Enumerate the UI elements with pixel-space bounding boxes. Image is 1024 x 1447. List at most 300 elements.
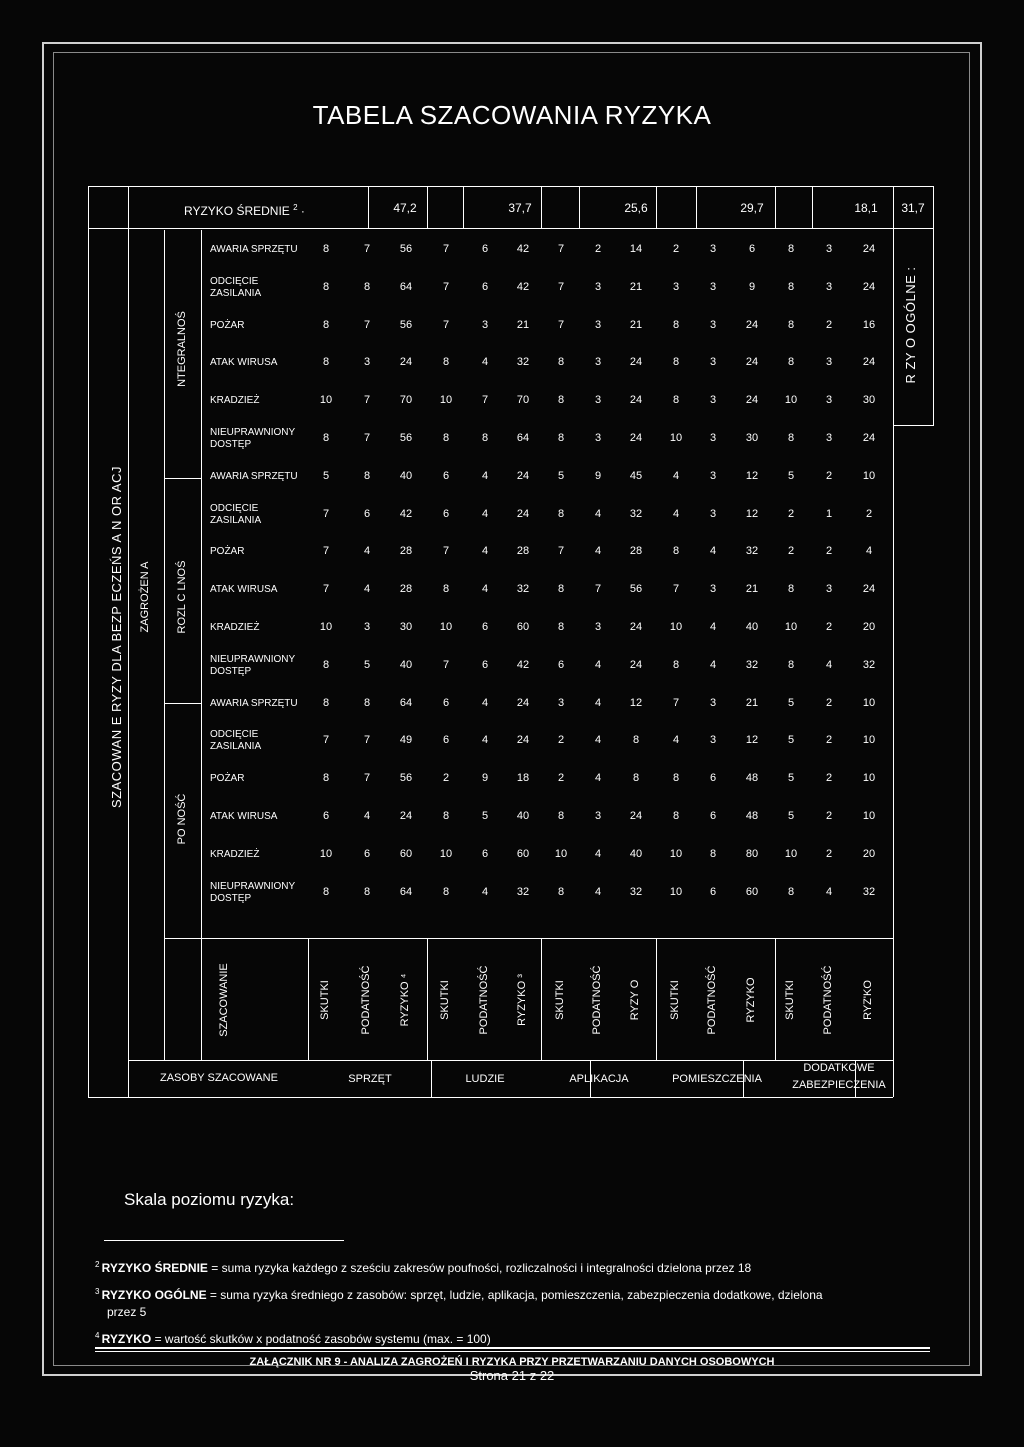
table-cell: 5	[787, 772, 795, 785]
table-cell: 24	[862, 356, 876, 369]
threat-label: NIEUPRAWNIONY	[210, 880, 296, 892]
table-cell: 40	[399, 469, 413, 482]
table-cell: 10	[784, 620, 798, 633]
table-cell: 8	[672, 545, 680, 558]
colheader-top-line	[164, 938, 893, 939]
footnote-text: przez 5	[107, 1305, 147, 1319]
table-cell: 32	[629, 507, 643, 520]
table-cell: 56	[399, 772, 413, 785]
table-cell: 28	[399, 583, 413, 596]
table-cell: 8	[557, 356, 565, 369]
table-cell: 10	[784, 847, 798, 860]
overall-risk-value: 31,7	[901, 201, 925, 215]
accountability-vertical-label: ROZL C LNOŚ	[176, 560, 188, 634]
threat-label: ODCIĘCIE	[210, 502, 259, 514]
table-cell: 4	[594, 847, 602, 860]
table-cell: 8	[672, 356, 680, 369]
table-cell: 64	[399, 280, 413, 293]
table-cell: 3	[481, 318, 489, 331]
table-cell: 4	[594, 772, 602, 785]
table-cell: 6	[481, 280, 489, 293]
asset-name: APLIKACJA	[569, 1073, 629, 1085]
table-cell: 8	[557, 507, 565, 520]
table-cell: 2	[787, 507, 795, 520]
threat-label: ZASILANIA	[210, 287, 262, 299]
table-cell: 48	[745, 809, 759, 822]
table-cell: 8	[481, 431, 489, 444]
footnote-number: 4	[95, 1331, 102, 1340]
table-cell: 7	[442, 658, 450, 671]
table-cell: 6	[442, 469, 450, 482]
table-cell: 8	[557, 620, 565, 633]
table-cell: 7	[672, 583, 680, 596]
table-cell: 10	[669, 885, 683, 898]
table-cell: 24	[862, 280, 876, 293]
table-cell: 2	[825, 772, 833, 785]
table-cell: 12	[745, 469, 759, 482]
table-cell: 10	[669, 847, 683, 860]
table-cell: 45	[629, 469, 643, 482]
table-cell: 4	[672, 734, 680, 747]
table-cell: 42	[399, 507, 413, 520]
table-cell: 10	[669, 620, 683, 633]
table-cell: 24	[629, 431, 643, 444]
table-cell: 8	[557, 431, 565, 444]
table-cell: 40	[399, 658, 413, 671]
table-cell: 49	[399, 734, 413, 747]
table-cell: 56	[399, 242, 413, 255]
table-cell: 32	[516, 356, 530, 369]
table-cell: 4	[481, 545, 489, 558]
table-cell: 21	[516, 318, 530, 331]
overall-bottom-border	[893, 425, 934, 426]
table-cell: 5	[787, 734, 795, 747]
table-cell: 24	[745, 394, 759, 407]
footer-rule	[95, 1347, 930, 1349]
avg-risk-value: 18,1	[854, 201, 878, 215]
table-cell: 6	[557, 658, 565, 671]
table-cell: 4	[709, 620, 717, 633]
asset-name: POMIESZCZENIA	[672, 1073, 762, 1085]
avg-risk-label-sup: 2	[293, 203, 298, 212]
asset-name: ZABEZPIECZENIA	[792, 1079, 886, 1091]
page-title: TABELA SZACOWANIA RYZYKA	[312, 100, 712, 130]
table-cell: 10	[784, 394, 798, 407]
scale-label: Skala poziomu ryzyka:	[124, 1190, 295, 1209]
table-cell: 8	[322, 658, 330, 671]
table-cell: 7	[322, 583, 330, 596]
table-cell: 10	[862, 469, 876, 482]
avg-row-bottom	[88, 228, 934, 229]
table-cell: 4	[672, 469, 680, 482]
avg-sep-line	[579, 186, 580, 228]
table-cell: 4	[594, 696, 602, 709]
table-cell: 56	[399, 431, 413, 444]
colheader-sep-line	[775, 938, 776, 1060]
table-cell: 40	[516, 809, 530, 822]
table-cell: 4	[709, 658, 717, 671]
avg-risk-value: 29,7	[740, 201, 764, 215]
table-cell: 24	[629, 394, 643, 407]
table-col-line	[164, 230, 165, 1060]
column-header: RYZYKO ⁴	[399, 973, 411, 1027]
table-cell: 2	[442, 772, 450, 785]
table-cell: 3	[594, 318, 602, 331]
table-cell: 60	[399, 847, 413, 860]
footnote-divider	[104, 1240, 344, 1241]
table-cell: 7	[442, 318, 450, 331]
table-cell: 6	[709, 885, 717, 898]
table-cell: 7	[363, 431, 371, 444]
column-header: PODATNOŚĆ	[478, 965, 490, 1035]
table-cell: 2	[825, 809, 833, 822]
table-cell: 8	[442, 583, 450, 596]
table-cell: 4	[865, 545, 873, 558]
overall-risk-label: R ZY O OGÓLNE :	[903, 266, 918, 384]
table-cell: 7	[363, 734, 371, 747]
table-cell: 8	[787, 658, 795, 671]
table-cell: 3	[825, 242, 833, 255]
table-cell: 24	[862, 242, 876, 255]
table-cell: 10	[669, 431, 683, 444]
table-cell: 8	[322, 318, 330, 331]
table-cell: 70	[516, 394, 530, 407]
table-cell: 8	[787, 356, 795, 369]
table-cell: 7	[322, 734, 330, 747]
table-cell: 24	[862, 431, 876, 444]
asset-name: DODATKOWE	[803, 1062, 875, 1074]
table-cell: 32	[862, 885, 876, 898]
table-cell: 8	[787, 318, 795, 331]
table-cell: 8	[363, 469, 371, 482]
table-cell: 8	[672, 772, 680, 785]
table-cell: 7	[363, 394, 371, 407]
table-cell: 32	[862, 658, 876, 671]
table-cell: 8	[632, 734, 640, 747]
table-cell: 8	[787, 885, 795, 898]
column-header: SKUTKI	[669, 980, 681, 1020]
table-cell: 1	[825, 507, 833, 520]
table-cell: 24	[745, 318, 759, 331]
table-cell: 2	[557, 772, 565, 785]
threat-label: ODCIĘCIE	[210, 275, 259, 287]
footer-annex: ZAŁĄCZNIK NR 9 - ANALIZA ZAGROŻEŃ I RYZYKA PRZY PRZETWARZANIU DANYCH OSOBOWYCH	[249, 1356, 775, 1368]
table-cell: 7	[672, 696, 680, 709]
table-cell: 4	[481, 885, 489, 898]
table-cell: 4	[363, 583, 371, 596]
table-cell: 3	[363, 620, 371, 633]
footnote-term: RYZYKO OGÓLNE	[101, 1288, 207, 1302]
confidentiality-vertical-label: PO NOŚĆ	[176, 793, 188, 845]
table-cell: 28	[399, 545, 413, 558]
avg-sep-line	[541, 186, 542, 228]
table-cell: 10	[319, 394, 333, 407]
table-cell: 42	[516, 242, 530, 255]
table-cell: 10	[862, 696, 876, 709]
table-cell: 20	[862, 620, 876, 633]
assets-label: ZASOBY SZACOWANE	[160, 1072, 278, 1084]
table-cell: 7	[363, 772, 371, 785]
table-cell: 5	[481, 809, 489, 822]
table-cell: 6	[363, 507, 371, 520]
table-cell: 4	[363, 545, 371, 558]
group-sep	[164, 703, 201, 704]
threat-label: AWARIA SPRZĘTU	[210, 470, 298, 482]
table-cell: 5	[322, 469, 330, 482]
table-cell: 8	[322, 772, 330, 785]
table-cell: 7	[557, 545, 565, 558]
table-cell: 24	[516, 734, 530, 747]
table-cell: 6	[481, 658, 489, 671]
column-header: PODATNOŚĆ	[591, 965, 603, 1035]
table-cell: 32	[516, 583, 530, 596]
table-cell: 3	[709, 696, 717, 709]
threat-label: POŻAR	[210, 319, 245, 331]
table-cell: 24	[399, 356, 413, 369]
table-cell: 24	[629, 809, 643, 822]
threat-label: ODCIĘCIE	[210, 729, 259, 741]
table-cell: 9	[748, 280, 756, 293]
table-cell: 32	[745, 658, 759, 671]
table-cell: 10	[862, 772, 876, 785]
table-cell: 5	[787, 696, 795, 709]
colheader-sep-line	[656, 938, 657, 1060]
table-cell: 3	[825, 356, 833, 369]
table-cell: 6	[363, 847, 371, 860]
table-cell: 8	[557, 583, 565, 596]
table-cell: 2	[787, 545, 795, 558]
table-cell: 20	[862, 847, 876, 860]
table-cell: 8	[709, 847, 717, 860]
table-cell: 60	[745, 885, 759, 898]
table-cell: 8	[787, 242, 795, 255]
table-cell: 8	[442, 809, 450, 822]
table-cell: 64	[516, 431, 530, 444]
footer-page: Strona 21 z 22	[469, 1368, 555, 1383]
threat-label: DOSTĘP	[210, 665, 252, 677]
table-cell: 24	[745, 356, 759, 369]
table-cell: 24	[399, 809, 413, 822]
table-cell: 80	[745, 847, 759, 860]
table-cell: 32	[745, 545, 759, 558]
table-cell: 3	[709, 280, 717, 293]
szacowanie-header: SZACOWANIE	[218, 963, 230, 1037]
table-cell: 6	[709, 772, 717, 785]
footnote-line	[95, 1257, 751, 1276]
footnote-line	[95, 1284, 823, 1303]
table-cell: 28	[516, 545, 530, 558]
table-cell: 30	[399, 620, 413, 633]
table-cell: 21	[745, 696, 759, 709]
table-cell: 8	[672, 658, 680, 671]
table-cell: 8	[632, 772, 640, 785]
threat-label: ZASILANIA	[210, 514, 262, 526]
table-cell: 3	[594, 809, 602, 822]
table-cell: 3	[672, 280, 680, 293]
table-cell: 24	[516, 469, 530, 482]
table-cell: 8	[322, 696, 330, 709]
threat-label: ATAK WIRUSA	[210, 357, 278, 369]
table-cell: 7	[557, 242, 565, 255]
table-cell: 6	[442, 507, 450, 520]
table-cell: 48	[745, 772, 759, 785]
table-cell: 2	[594, 242, 602, 255]
table-cell: 60	[516, 847, 530, 860]
table-cell: 8	[672, 394, 680, 407]
table-cell: 7	[322, 507, 330, 520]
table-cell: 8	[322, 242, 330, 255]
table-cell: 14	[629, 242, 643, 255]
table-cell: 2	[825, 620, 833, 633]
table-cell: 8	[787, 431, 795, 444]
header-bottom-line	[128, 1060, 893, 1061]
footnote-text: = wartość skutków x podatność zasobów systemu (max. = 100)	[151, 1332, 491, 1346]
table-cell: 2	[825, 545, 833, 558]
table-cell: 8	[363, 696, 371, 709]
footnote-number: 3	[95, 1287, 102, 1296]
table-cell: 28	[629, 545, 643, 558]
column-header: PODATNOŚĆ	[360, 965, 372, 1035]
table-top-border	[88, 186, 934, 187]
table-cell: 21	[629, 280, 643, 293]
table-cell: 10	[862, 809, 876, 822]
table-cell: 8	[557, 394, 565, 407]
threat-label: AWARIA SPRZĘTU	[210, 697, 298, 709]
table-col-line	[201, 230, 202, 1060]
table-cell: 3	[709, 469, 717, 482]
table-cell: 8	[557, 809, 565, 822]
table-cell: 7	[557, 318, 565, 331]
table-cell: 3	[709, 394, 717, 407]
avg-sep-line	[775, 186, 776, 228]
threat-label: KRADZIEŻ	[210, 621, 260, 633]
table-cell: 40	[629, 847, 643, 860]
table-cell: 6	[709, 809, 717, 822]
threat-label: NIEUPRAWNIONY	[210, 426, 296, 438]
table-cell: 8	[557, 885, 565, 898]
avg-sep-line	[463, 186, 464, 228]
table-cell: 7	[442, 280, 450, 293]
column-header: RYZY O	[629, 979, 641, 1021]
threat-label: AWARIA SPRZĘTU	[210, 243, 298, 255]
table-cell: 10	[319, 847, 333, 860]
table-cell: 3	[594, 356, 602, 369]
table-cell: 5	[787, 809, 795, 822]
table-cell: 32	[516, 885, 530, 898]
table-cell: 3	[825, 280, 833, 293]
table-cell: 8	[363, 280, 371, 293]
footnote-term: RYZYKO ŚREDNIE	[101, 1261, 208, 1275]
threat-label: POŻAR	[210, 546, 245, 558]
table-cell: 40	[745, 620, 759, 633]
table-cell: 3	[709, 356, 717, 369]
table-cell: 4	[594, 734, 602, 747]
table-cell: 3	[557, 696, 565, 709]
footnote-text: = suma ryzyka średniego z zasobów: sprzęt, ludzie, aplikacja, pomieszczenia, zabezpieczenia dodatkowe, dzielona	[206, 1288, 823, 1302]
table-cell: 5	[787, 469, 795, 482]
table-cell: 3	[363, 356, 371, 369]
avg-sep-line	[696, 186, 697, 228]
column-header: SKUTKI	[784, 980, 796, 1020]
table-cell: 64	[399, 696, 413, 709]
avg-sep-line	[427, 186, 428, 228]
table-col-line	[128, 186, 129, 1097]
table-cell: 8	[322, 356, 330, 369]
threat-label: POŻAR	[210, 773, 245, 785]
table-cell: 4	[594, 545, 602, 558]
table-cell: 2	[825, 469, 833, 482]
threat-label: NIEUPRAWNIONY	[210, 653, 296, 665]
table-cell: 3	[709, 734, 717, 747]
table-cell: 6	[481, 847, 489, 860]
table-cell: 24	[516, 507, 530, 520]
footnote-line	[107, 1304, 146, 1320]
table-cell: 3	[825, 431, 833, 444]
table-cell: 10	[439, 620, 453, 633]
table-cell: 3	[594, 431, 602, 444]
table-cell: 9	[594, 469, 602, 482]
overall-right-border	[933, 186, 934, 425]
table-cell: 7	[557, 280, 565, 293]
table-cell: 3	[709, 431, 717, 444]
table-cell: 4	[825, 658, 833, 671]
table-cell: 8	[322, 280, 330, 293]
table-cell: 8	[787, 280, 795, 293]
footnote-term: RYZYKO	[101, 1332, 152, 1346]
table-cell: 6	[748, 242, 756, 255]
table-cell: 18	[516, 772, 530, 785]
column-header: PODATNOŚĆ	[822, 965, 834, 1035]
table-cell: 12	[745, 734, 759, 747]
table-cell: 16	[862, 318, 876, 331]
column-header: PODATNOŚĆ	[706, 965, 718, 1035]
footer-rule-thin	[95, 1351, 930, 1352]
table-cell: 4	[709, 545, 717, 558]
threat-label: KRADZIEŻ	[210, 848, 260, 860]
table-cell: 4	[594, 885, 602, 898]
table-cell: 30	[745, 431, 759, 444]
threat-label: ATAK WIRUSA	[210, 810, 278, 822]
column-header: SKUTKI	[439, 980, 451, 1020]
table-cell: 3	[594, 620, 602, 633]
avg-risk-value: 25,6	[624, 201, 648, 215]
footnote-line	[95, 1328, 491, 1347]
footnote-text: = suma ryzyka każdego z sześciu zakresów poufności, rozliczalności i integralności dzielona przez 18	[207, 1261, 752, 1275]
threat-label: DOSTĘP	[210, 438, 252, 450]
asset-name: LUDZIE	[465, 1073, 505, 1085]
avg-sep-line	[656, 186, 657, 228]
table-cell: 4	[825, 885, 833, 898]
table-cell: 2	[672, 242, 680, 255]
threat-label: DOSTĘP	[210, 892, 252, 904]
table-cell: 8	[363, 885, 371, 898]
table-cell: 7	[594, 583, 602, 596]
table-cell: 8	[672, 318, 680, 331]
table-cell: 4	[481, 507, 489, 520]
threat-label: ATAK WIRUSA	[210, 584, 278, 596]
table-cell: 24	[862, 583, 876, 596]
table-cell: 3	[709, 318, 717, 331]
threats-vertical-label: ZAGROŻEN A	[139, 561, 151, 633]
table-cell: 24	[629, 658, 643, 671]
table-cell: 21	[745, 583, 759, 596]
table-cell: 7	[363, 318, 371, 331]
table-cell: 10	[862, 734, 876, 747]
table-cell: 7	[322, 545, 330, 558]
table-cell: 24	[516, 696, 530, 709]
threat-label: KRADZIEŻ	[210, 395, 260, 407]
table-cell: 5	[557, 469, 565, 482]
